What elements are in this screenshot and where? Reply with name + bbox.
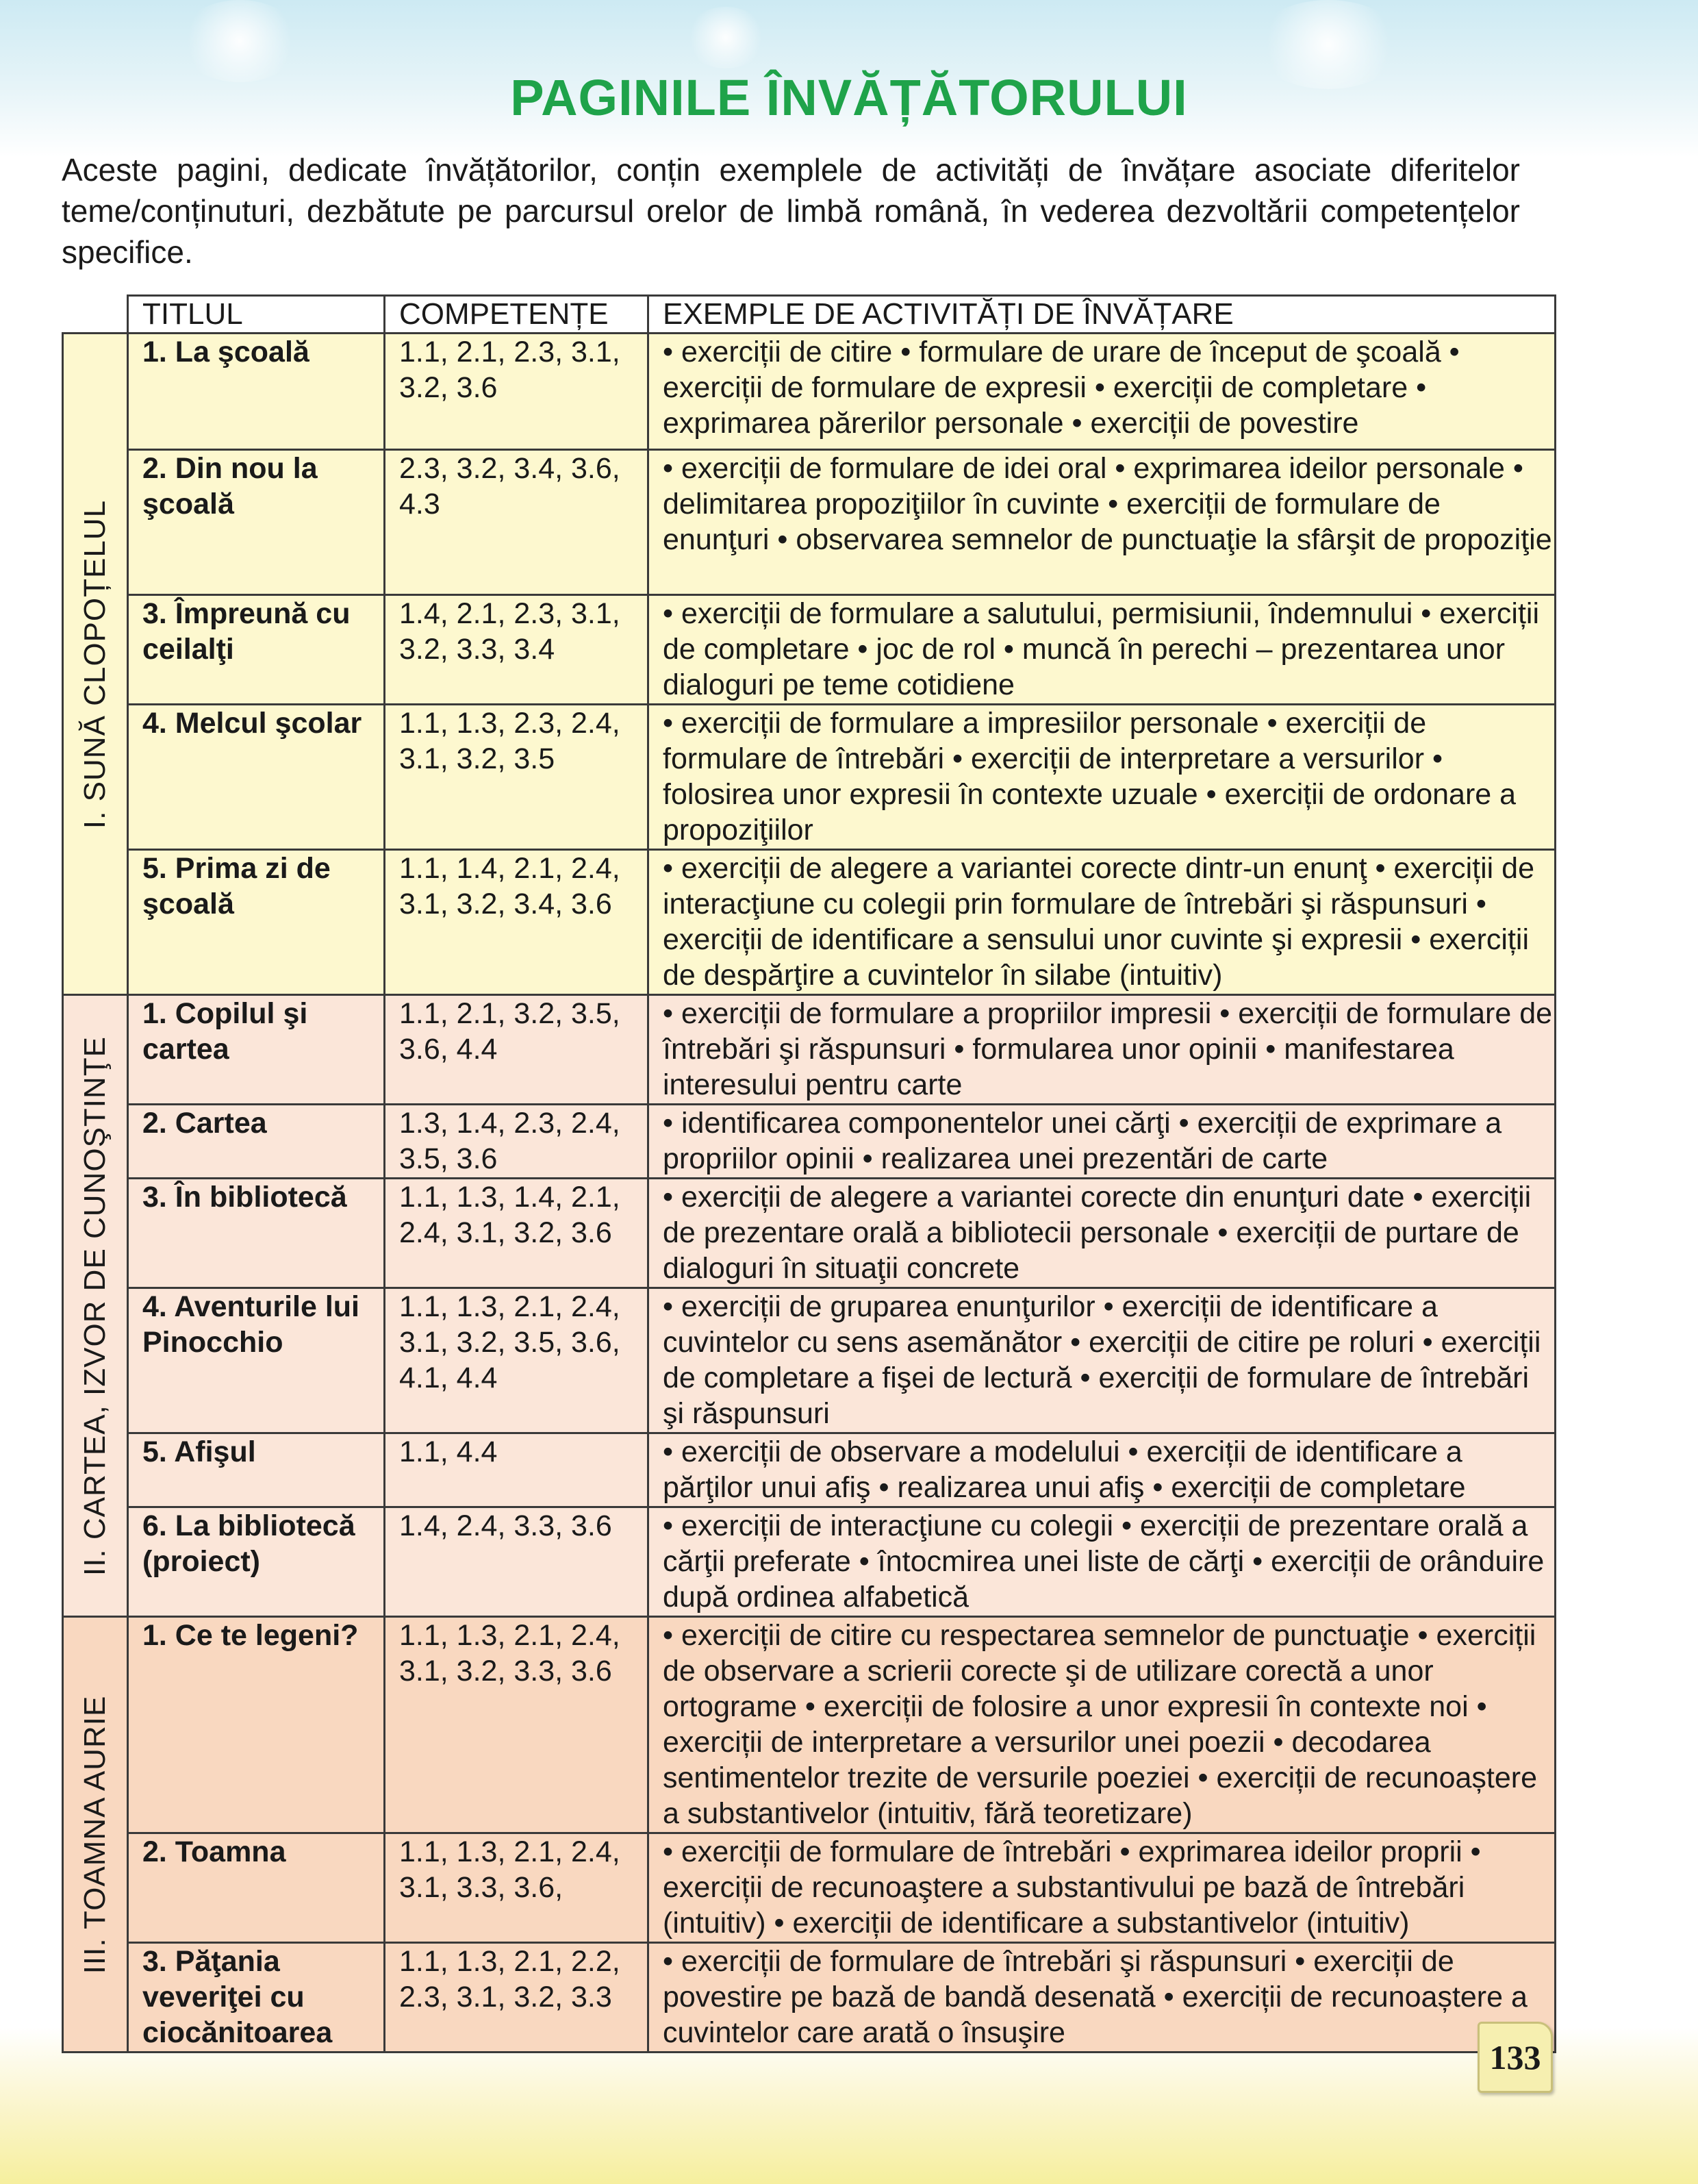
lesson-competences: 1.1, 1.3, 2.1, 2.4, 3.1, 3.2, 3.5, 3.6, 4.1, 4.4 (385, 1288, 648, 1433)
lesson-competences: 1.1, 1.4, 2.1, 2.4, 3.1, 3.2, 3.4, 3.6 (385, 850, 648, 995)
lesson-competences: 1.1, 1.3, 2.3, 2.4, 3.1, 3.2, 3.5 (385, 705, 648, 850)
lesson-activities: • exerciții de formulare de idei oral • exprimarea ideilor personale • delimitarea propoziţiilor în cuvinte • exerciții de formulare de enunţuri • observarea semnelor de punctuaţie la sfârşit de propoziţie (648, 450, 1556, 595)
lesson-title: 2. Cartea (128, 1105, 385, 1179)
table-row (63, 334, 1556, 450)
header-competences: COMPETENȚE (385, 296, 648, 334)
table-row (63, 1507, 1556, 1617)
activities-table (62, 294, 1556, 2053)
lesson-activities: • exerciții de formulare a salutului, permisiunii, îndemnului • exerciții de completare • joc de rol • muncă în perechi – prezentarea unor dialoguri pe teme cotidiene (648, 595, 1556, 705)
lesson-activities: • exerciții de alegere a variantei corecte din enunţuri date • exerciții de prezentare orală a bibliotecii personale • exerciții de purtare de dialoguri în situaţii concrete (648, 1179, 1556, 1288)
table-row (63, 1179, 1556, 1288)
table-row (63, 850, 1556, 995)
lesson-activities: • exerciții de formulare de întrebări şi răspunsuri • exerciții de povestire pe bază de bandă desenată • exerciții de recunoaștere a cuvintelor care arată o însuşire (648, 1943, 1556, 2053)
unit-3-label-cell (63, 1617, 128, 2053)
table-row (63, 1833, 1556, 1943)
intro-paragraph: Aceste pagini, dedicate învățătorilor, conțin exemplele de activități de învățare asociate diferitelor teme/conținuturi, dezbătute pe parcursul orelor de limbă română, în vederea dezvoltării competențelor specifice. (62, 152, 1520, 270)
table-row (63, 705, 1556, 850)
lesson-activities: • exerciții de formulare de întrebări • exprimarea ideilor proprii • exerciții de recunoaştere a substantivului pe bază de întrebări (intuitiv) • exerciții de identificare a substantivelor (intuitiv) (648, 1833, 1556, 1943)
header-activities: EXEMPLE DE ACTIVITĂȚI DE ÎNVĂȚARE (648, 296, 1556, 334)
lesson-activities: • exerciții de formulare a propriilor impresii • exerciții de formulare de întrebări şi răspunsuri • formularea unor opinii • manifestarea interesului pentru carte (648, 995, 1556, 1105)
lesson-competences: 1.4, 2.1, 2.3, 3.1, 3.2, 3.3, 3.4 (385, 595, 648, 705)
lesson-competences: 1.1, 2.1, 2.3, 3.1, 3.2, 3.6 (385, 334, 648, 450)
lesson-title: 1. La şcoală (128, 334, 385, 450)
lesson-competences: 1.1, 1.3, 2.1, 2.4, 3.1, 3.3, 3.6, (385, 1833, 648, 1943)
unit-label: I. SUNĂ CLOPOȚELUL (78, 499, 112, 829)
lesson-title: 1. Ce te legeni? (128, 1617, 385, 1833)
lesson-title: 1. Copilul şi cartea (128, 995, 385, 1105)
lesson-title: 3. Împreună cu ceilalţi (128, 595, 385, 705)
lesson-competences: 1.1, 2.1, 3.2, 3.5, 3.6, 4.4 (385, 995, 648, 1105)
lesson-competences: 2.3, 3.2, 3.4, 3.6, 4.3 (385, 450, 648, 595)
lesson-activities: • exerciții de gruparea enunţurilor • exerciții de identificare a cuvintelor cu sens asemănător • exerciții de citire pe roluri • exerciții de completare a fişei de lectură • exerciții de formulare de întrebări şi răspunsuri (648, 1288, 1556, 1433)
lesson-activities: • exerciții de observare a modelului • exerciții de identificare a părţilor unui afiş • realizarea unui afiş • exerciții de completare (648, 1433, 1556, 1507)
lesson-title: 4. Aventurile lui Pinocchio (128, 1288, 385, 1433)
lesson-title: 2. Toamna (128, 1833, 385, 1943)
sparkle-decoration (685, 7, 767, 68)
lesson-title: 5. Prima zi de şcoală (128, 850, 385, 995)
table-header-row (63, 296, 1556, 334)
lesson-title: 3. În bibliotecă (128, 1179, 385, 1288)
lesson-title: 6. La bibliotecă (proiect) (128, 1507, 385, 1617)
page-title: PAGINILE ÎNVĂȚĂTORULUI (510, 69, 1188, 126)
unit-1-label-cell (63, 334, 128, 995)
header-blank-cell (63, 296, 128, 334)
lesson-title: 4. Melcul şcolar (128, 705, 385, 850)
table-row (63, 995, 1556, 1105)
lesson-activities: • exerciții de alegere a variantei corecte dintr-un enunţ • exerciții de interacţiune cu colegii prin formulare de întrebări şi răspunsuri • exerciții de identificare a sensului unor cuvinte şi expresii • exerciții de despărţire a cuvintelor în silabe (intuitiv) (648, 850, 1556, 995)
unit-label: III. TOAMNA AURIE (78, 1695, 112, 1974)
table-row (63, 1288, 1556, 1433)
lesson-competences: 1.1, 1.3, 2.1, 2.2, 2.3, 3.1, 3.2, 3.3 (385, 1943, 648, 2053)
table-row (63, 1105, 1556, 1179)
table-row (63, 1433, 1556, 1507)
lesson-competences: 1.4, 2.4, 3.3, 3.6 (385, 1507, 648, 1617)
header-title: TITLUL (128, 296, 385, 334)
table-row (63, 1943, 1556, 2053)
lesson-activities: • exerciții de interacţiune cu colegii • exerciții de prezentare orală a cărţii preferate • întocmirea unei liste de cărţi • exerciții de orânduire după ordinea alfabetică (648, 1507, 1556, 1617)
lesson-title: 5. Afişul (128, 1433, 385, 1507)
lesson-competences: 1.1, 4.4 (385, 1433, 648, 1507)
table-row (63, 595, 1556, 705)
lesson-title: 3. Păţania veveriţei cu ciocănitoarea (128, 1943, 385, 2053)
lesson-competences: 1.1, 1.3, 1.4, 2.1, 2.4, 3.1, 3.2, 3.6 (385, 1179, 648, 1288)
page-number: 133 (1478, 2022, 1553, 2093)
lesson-title: 2. Din nou la şcoală (128, 450, 385, 595)
lesson-competences: 1.1, 1.3, 2.1, 2.4, 3.1, 3.2, 3.3, 3.6 (385, 1617, 648, 1833)
unit-label: II. CARTEA, IZVOR DE CUNOŞTINŢE (78, 1035, 112, 1576)
table-row (63, 450, 1556, 595)
lesson-activities: • exerciții de citire cu respectarea semnelor de punctuaţie • exerciții de observare a scrierii corecte şi de utilizare corectă a unor ortograme • exerciții de folosire a unor expresii în contexte noi • exerciții de interpretare a versurilor unei poezii • decodarea sentimentelor trezite de versurile poeziei • exerciții de recunoaștere a substantivelor (intuitiv, fără teoretizare) (648, 1617, 1556, 1833)
unit-2-label-cell (63, 995, 128, 1617)
lesson-activities: • exerciții de formulare a impresiilor personale • exerciții de formulare de întrebări • exerciții de interpretare a versurilor • folosirea unor expresii în contexte uzuale • exerciții de ordonare a propoziţiilor (648, 705, 1556, 850)
table-row (63, 1617, 1556, 1833)
lesson-competences: 1.3, 1.4, 2.3, 2.4, 3.5, 3.6 (385, 1105, 648, 1179)
lesson-activities: • exerciții de citire • formulare de urare de început de şcoală • exerciții de formulare de expresii • exerciții de completare • exprimarea părerilor personale • exerciții de povestire (648, 334, 1556, 450)
lesson-activities: • identificarea componentelor unei cărţi • exerciții de exprimare a propriilor opinii • realizarea unei prezentări de carte (648, 1105, 1556, 1179)
